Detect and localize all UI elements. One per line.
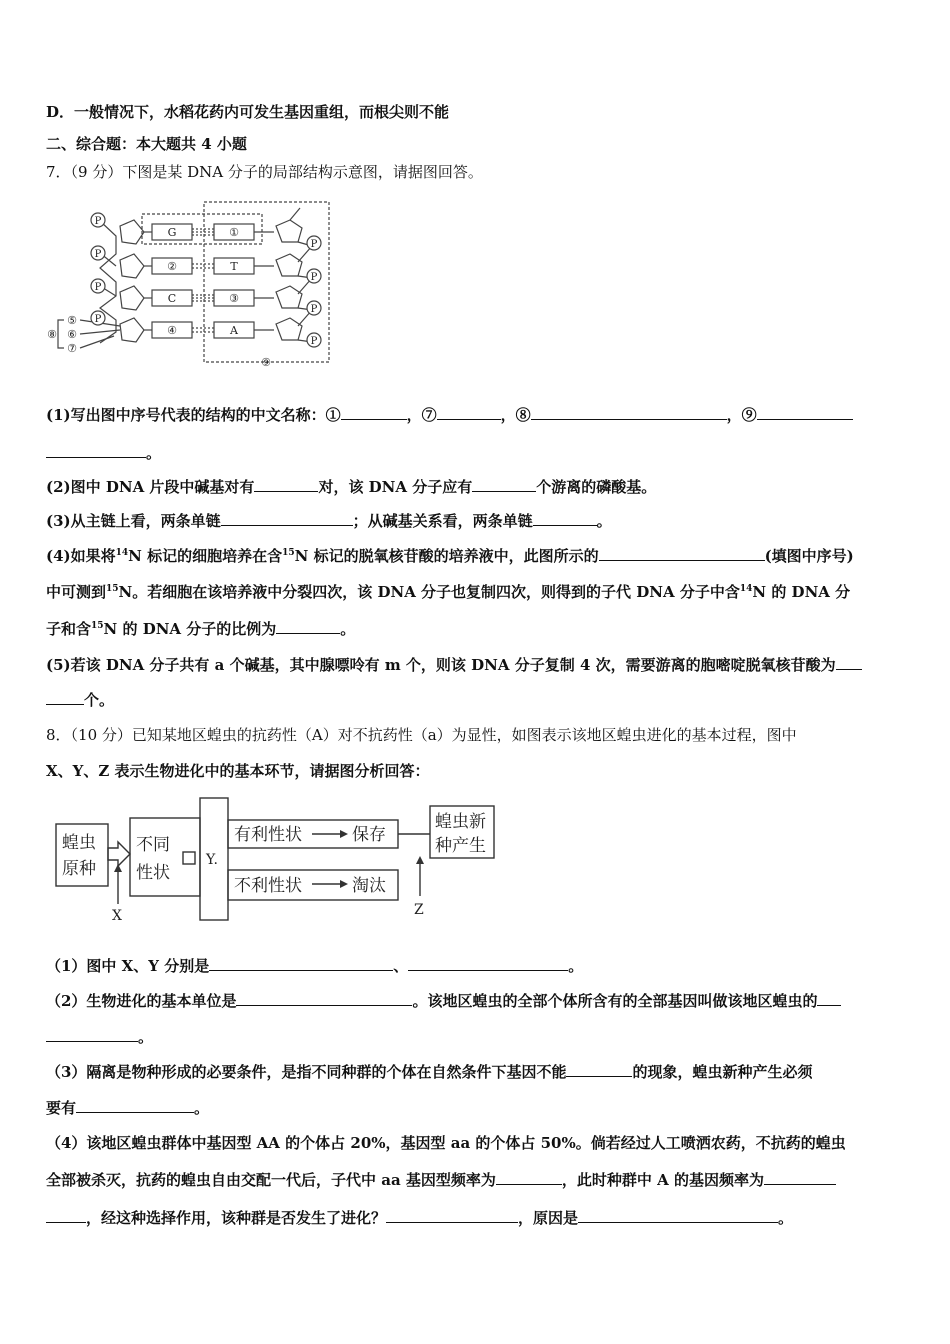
option-d: D．一般情况下，水稻花药内可发生基因重组，而根尖则不能 — [46, 103, 450, 121]
label-9: ⑨ — [261, 356, 271, 369]
q7-part1: (1)写出图中序号代表的结构的中文名称：① ，⑦ ，⑧ ，⑨ — [46, 404, 853, 425]
preserved: 保存 — [352, 825, 386, 845]
unfavorable-trait: 不利性状 — [234, 876, 302, 896]
phosphate-label: P — [310, 336, 318, 347]
box-traits-line2: 性状 — [136, 863, 170, 883]
dna-diagram — [44, 196, 344, 371]
q8-title: 8．（10 分）已知某地区蝗虫的抗药性（A）对不抗药性（a）为显性，如图表示该地区蝗虫进化的基本过程，图中 — [46, 726, 797, 744]
q7-part2: (2)图中 DNA 片段中碱基对有 对，该 DNA 分子应有 个游离的磷酸基。 — [46, 478, 657, 496]
base-left-1: G — [167, 226, 177, 239]
q8-part1: （1）图中 X、Y 分别是 、 。 — [46, 957, 584, 975]
phosphate-label: P — [310, 239, 318, 250]
box-original-line2: 原种 — [62, 859, 96, 879]
base-left-2: ② — [167, 260, 177, 273]
phosphate-label: P — [94, 282, 102, 293]
base-right-4: A — [230, 324, 238, 337]
q8-part3-cont: 要有 。 — [46, 1099, 210, 1117]
label-6: ⑥ — [67, 328, 77, 341]
label-5: ⑤ — [67, 314, 77, 327]
q7-part4: (4)如果将$^{14}$N 标记的细胞培养在含$^{15}$N 标记的脱氧核苷酸的培养液中，此图所示的 (填图中序号) — [46, 547, 854, 565]
eliminated: 淘汰 — [352, 876, 386, 896]
q8-part4-line2: 全部被杀灭，抗药的蝗虫自由交配一代后，子代中 aa 基因型频率为 ，此时种群中 A 的基因频率为 — [46, 1169, 836, 1190]
box-new-species-line2: 种产生 — [435, 836, 486, 856]
box-traits-line1: 不同 — [136, 835, 170, 855]
base-left-3: C — [167, 292, 177, 305]
label-x: X — [112, 908, 122, 924]
box-new-species-line1: 蝗虫新 — [435, 812, 486, 832]
q8-part3: （3）隔离是物种形成的必要条件，是指不同种群的个体在自然条件下基因不能 的现象，蝗虫新种产生必须 — [46, 1063, 813, 1081]
q7-part5-cont: 个。 — [46, 689, 114, 710]
phosphate-label: P — [310, 304, 318, 315]
q8-part4-line3: ，经这种选择作用，该种群是否发生了进化？ ，原因是 。 — [46, 1207, 793, 1228]
label-7: ⑦ — [67, 342, 77, 355]
base-right-2: T — [230, 260, 238, 273]
evolution-diagram — [50, 796, 500, 926]
base-left-4: ④ — [167, 324, 177, 337]
base-right-1: ① — [229, 226, 239, 239]
section-heading: 二、综合题：本大题共 4 小题 — [46, 135, 247, 153]
phosphate-label: P — [310, 272, 318, 283]
q8-part2-cont: 。 — [46, 1026, 153, 1047]
q7-part3: (3)从主链上看，两条单链 ；从碱基关系看，两条单链 。 — [46, 512, 612, 530]
q8-part4: （4）该地区蝗虫群体中基因型 AA 的个体占 20%，基因型 aa 的个体占 50%。倘若经过人工喷洒农药，不抗药的蝗虫 — [46, 1134, 846, 1152]
q7-title: 7．（9 分）下图是某 DNA 分子的局部结构示意图，请据图回答。 — [46, 163, 483, 181]
favorable-trait: 有利性状 — [234, 825, 302, 845]
q7-part4-line3: 子和含$^{15}$N 的 DNA 分子的比例为 。 — [46, 620, 356, 638]
q8-title-line2: X、Y、Z 表示生物进化中的基本环节，请据图分析回答： — [46, 762, 430, 780]
q8-part2: （2）生物进化的基本单位是 。该地区蝗虫的全部个体所含有的全部基因叫做该地区蝗虫的 — [46, 990, 841, 1011]
phosphate-label: P — [94, 216, 102, 227]
base-right-3: ③ — [229, 292, 239, 305]
label-z: Z — [414, 902, 424, 918]
phosphate-label: P — [94, 249, 102, 260]
q7-part4-line2: 中可测到$^{15}$N。若细胞在该培养液中分裂四次，该 DNA 分子也复制四次，则得到的子代 DNA 分子中含$^{14}$N 的 DNA 分 — [46, 583, 851, 601]
phosphate-label: P — [94, 314, 102, 325]
label-y: Y. — [206, 852, 218, 868]
q7-part5: (5)若该 DNA 分子共有 a 个碱基，其中腺嘌呤有 m 个，则该 DNA 分子复制 4 次，需要游离的胞嘧啶脱氧核苷酸为 — [46, 654, 862, 675]
box-original-line1: 蝗虫 — [62, 833, 96, 853]
label-8: ⑧ — [47, 328, 57, 341]
q7-part1-cont: 。 — [46, 442, 161, 463]
